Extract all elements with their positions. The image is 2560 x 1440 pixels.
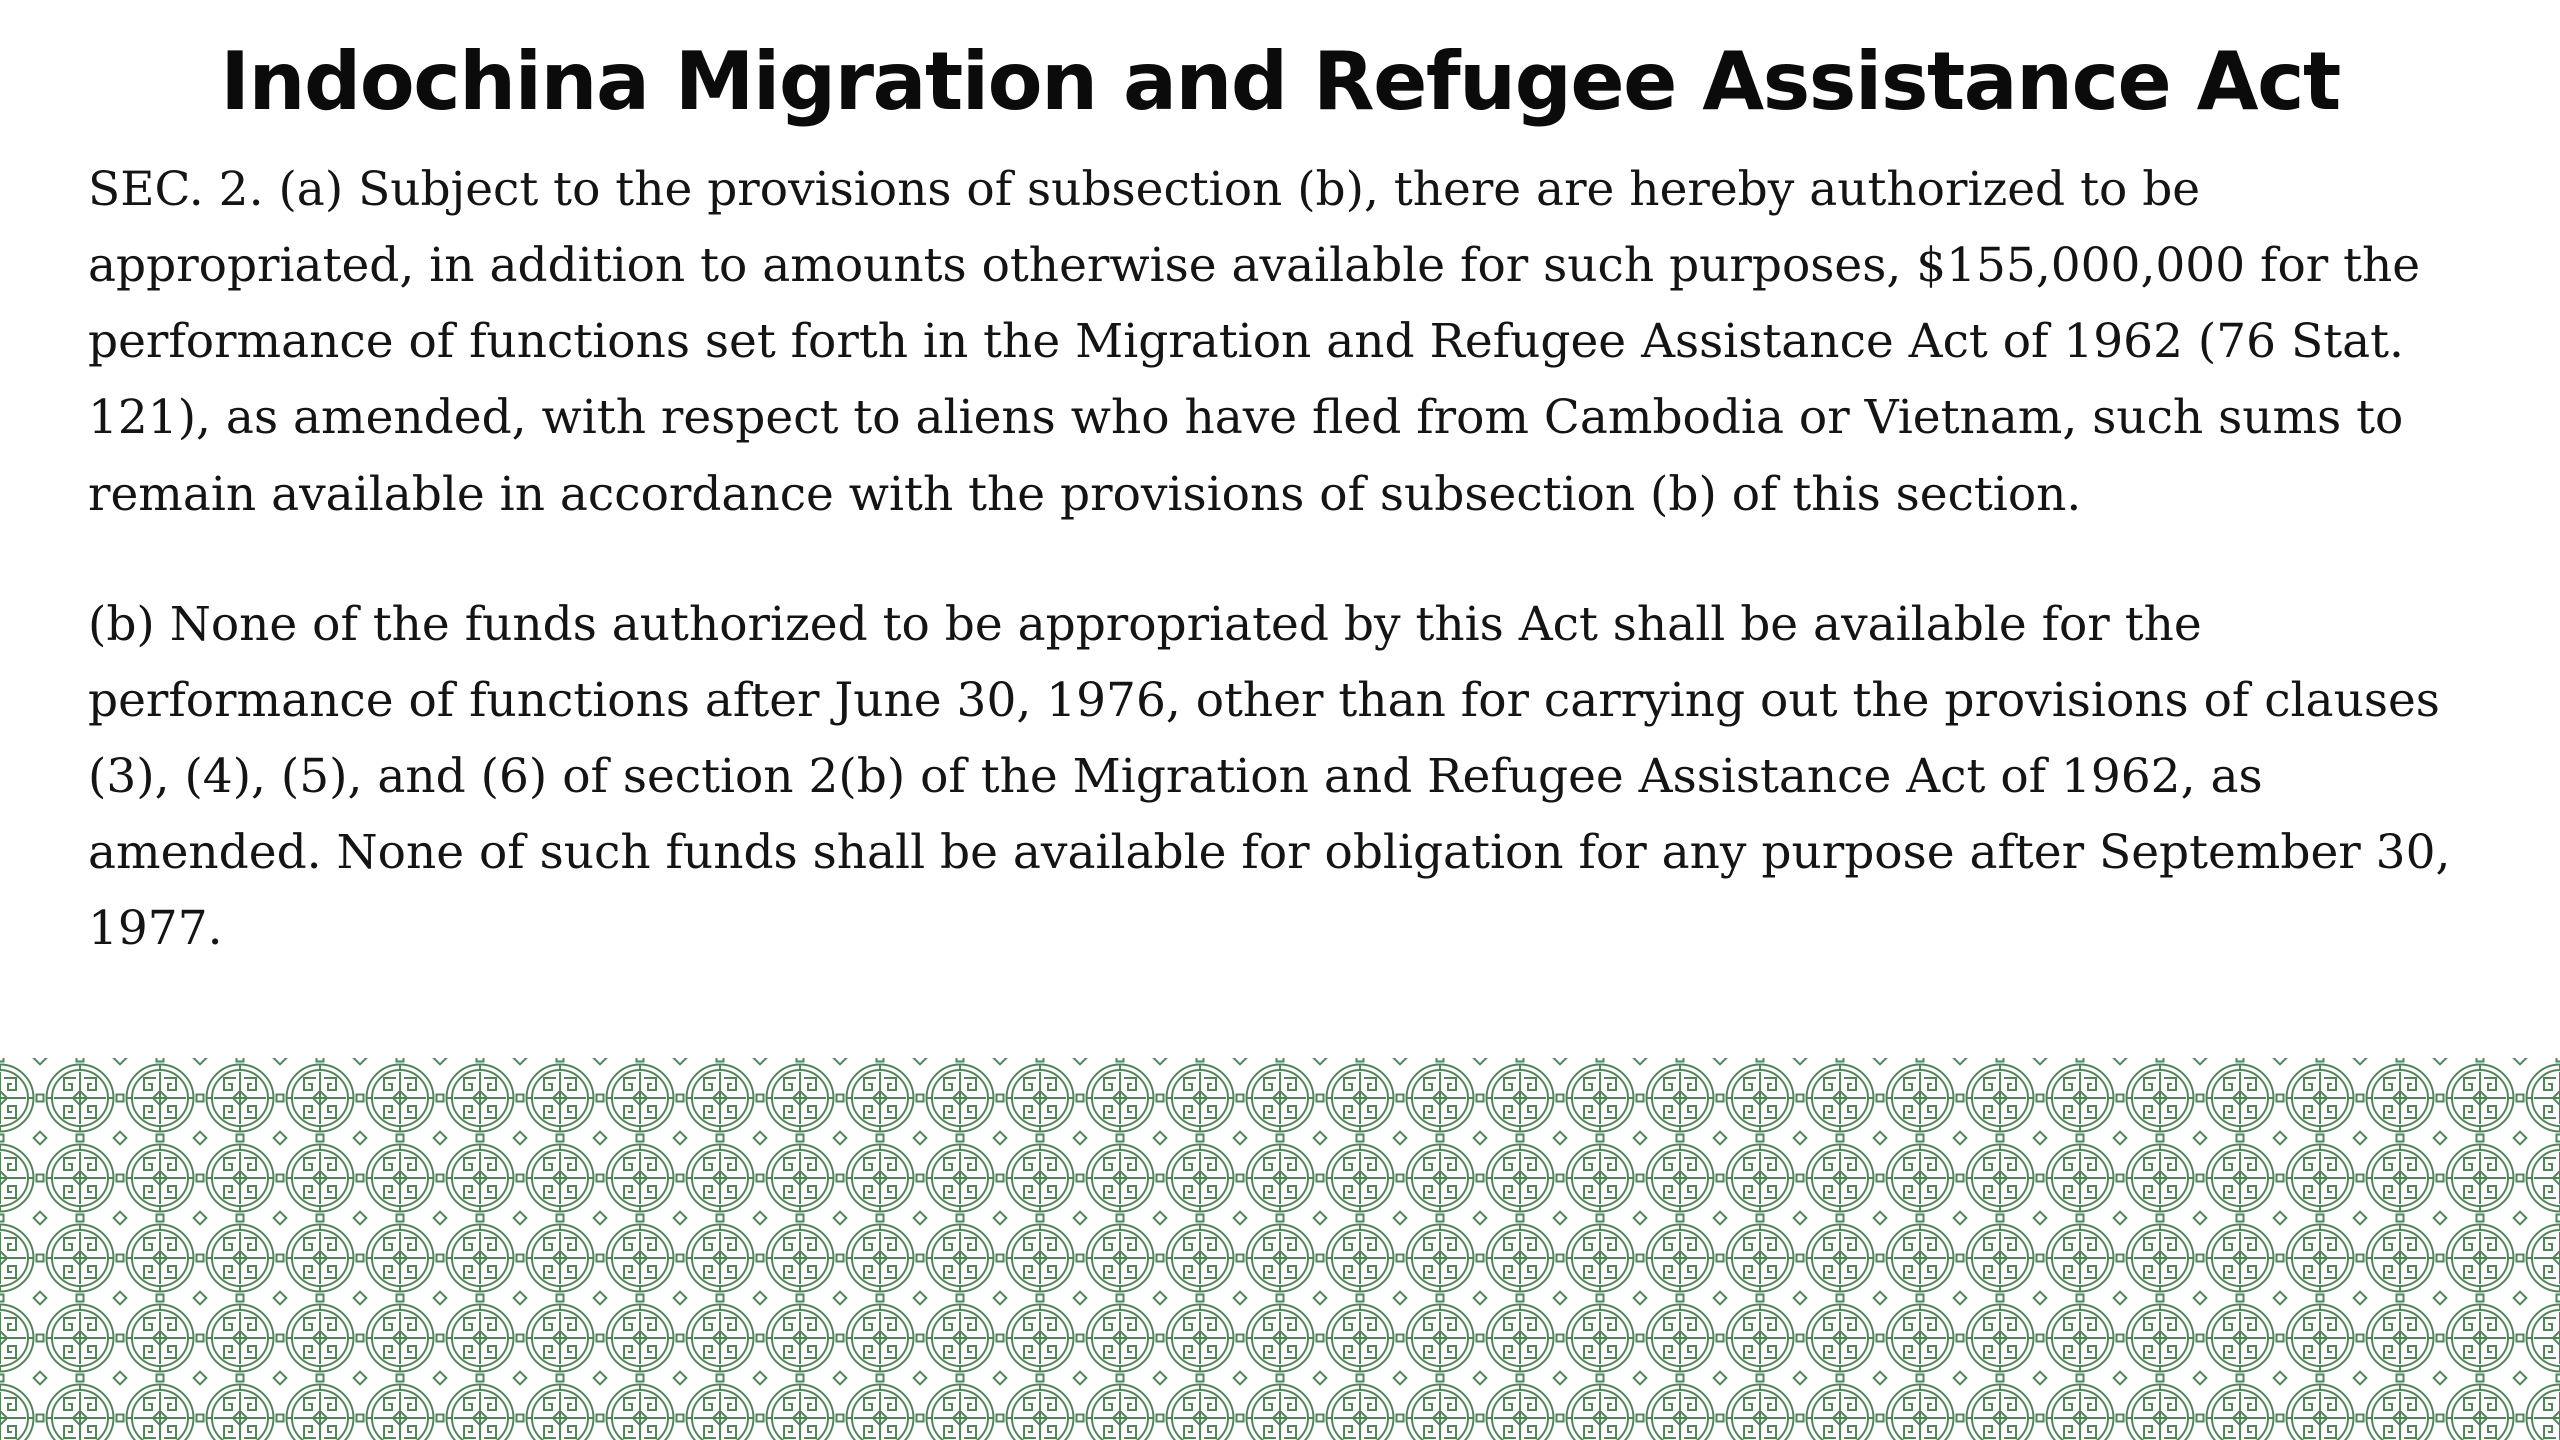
document-title: Indochina Migration and Refugee Assistance Act (220, 35, 2340, 128)
decorative-pattern-band (0, 1058, 2560, 1440)
coin-pattern-fill (0, 1058, 2560, 1440)
paragraph-sec-2b: (b) None of the funds authorized to be appropriated by this Act shall be available for the performance of functions after June 30, 1976, other than for carrying out the provisions of clauses (3), (4), (5), and (6) of section 2(b) of the Migration and Refugee Assistance Act of 1962, as amended. None of such funds shall be available for obligation for any purpose after September 30, 1977. (88, 596, 2451, 957)
paragraph-sec-2a: SEC. 2. (a) Subject to the provisions of subsection (b), there are hereby authorized to be appropriated, in addition to amounts otherwise available for such purposes, $155,000,000 for the performance of functions set forth in the Migration and Refugee Assistance Act of 1962 (76 Stat. 121), as amended, with respect to aliens who have fled from Cambodia or Vietnam, such sums to remain available in accordance with the provisions of subsection (b) of this section. (88, 162, 2421, 522)
coin-pattern-svg (0, 1058, 2560, 1440)
